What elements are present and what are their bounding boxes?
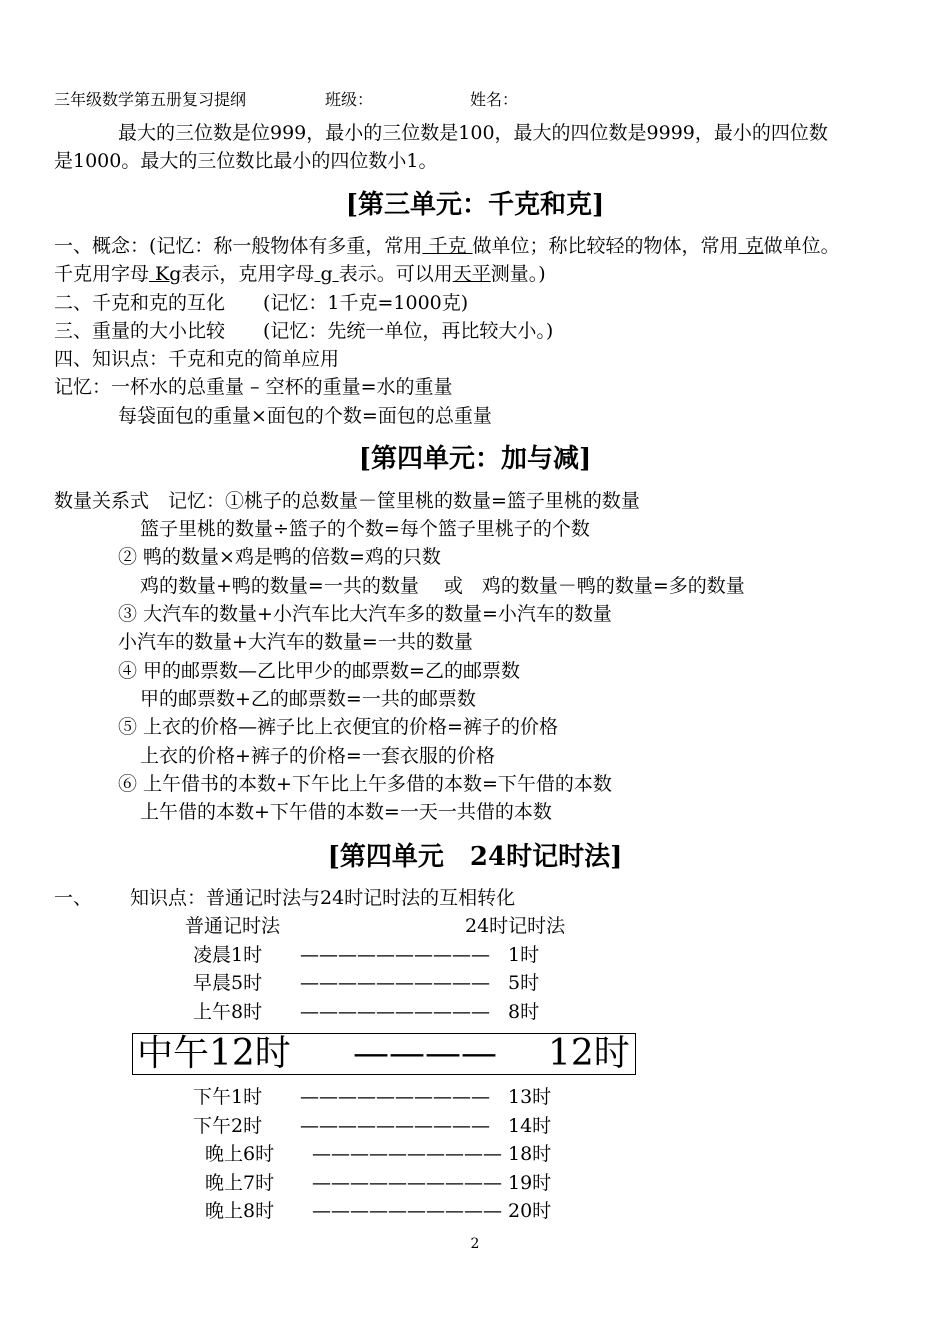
intro-line-1: 最大的三位数是位999，最小的三位数是100，最大的四位数是9999，最小的四位数 (118, 122, 828, 144)
relation-line: 数量关系式 记忆：①桃子的总数量－筐里桃的数量=篮子里桃的数量 (54, 490, 640, 512)
class-label: 班级： (325, 90, 374, 109)
unit3-item-2: 二、千克和克的互化 (记忆：1千克=1000克) (54, 292, 469, 314)
point-text: 知识点：普通记时法与24时记时法的互相转化 (130, 887, 516, 909)
page-number: 2 (470, 1236, 480, 1252)
relation-line: 上衣的价格+裤子的价格=一套衣服的价格 (140, 745, 495, 767)
relation-line: 篮子里桃的数量÷篮子的个数=每个篮子里桃子的个数 (140, 518, 590, 540)
relation-line: ③ 大汽车的数量+小汽车比大汽车多的数量=小汽车的数量 (118, 603, 612, 625)
relation-line: 甲的邮票数+乙的邮票数=一共的邮票数 (140, 688, 476, 710)
relation-line: ② 鸭的数量×鸡是鸭的倍数=鸡的只数 (118, 546, 441, 568)
g-answer: 克 (738, 235, 764, 257)
unit3-memory-1: 记忆：一杯水的总重量 – 空杯的重量=水的重量 (54, 376, 453, 398)
unit3-item-4: 四、知识点：千克和克的简单应用 (54, 348, 340, 370)
unit3-item-3: 三、重量的大小比较 (记忆：先统一单位，再比较大小。) (54, 320, 554, 342)
kg-answer: 千克 (422, 235, 473, 257)
doc-title: 三年级数学第五册复习提纲 (54, 90, 247, 109)
unit24-title: [第四单元 24时记时法] (327, 842, 623, 872)
point-number: 一、 (54, 887, 93, 909)
relation-line: ⑥ 上午借书的本数+下午比上午多借的本数=下午借的本数 (118, 773, 612, 795)
relation-line: 上午借的本数+下午借的本数=一天一共借的本数 (140, 801, 552, 823)
col-header-24h: 24时记时法 (465, 915, 566, 937)
noon-highlight-box: 中午12时 ———— 12时 (132, 1033, 636, 1075)
intro-line-2: 是1000。最大的三位数比最小的四位数小1。 (54, 150, 438, 172)
unit3-title: [第三单元：千克和克] (345, 190, 605, 220)
relation-line: 小汽车的数量+大汽车的数量=一共的数量 (118, 631, 473, 653)
unit3-memory-2: 每袋面包的重量×面包的个数=面包的总重量 (118, 405, 492, 427)
relation-line: ④ 甲的邮票数—乙比甲少的邮票数=乙的邮票数 (118, 660, 520, 682)
g-symbol-answer: g (314, 263, 339, 285)
unit4-title: [第四单元：加与减] (358, 444, 592, 474)
unit3-concept-line-1: 一、概念：(记忆：称一般物体有多重，常用 千克 做单位；称比较轻的物体，常用 克做单位。 (54, 235, 840, 257)
kg-symbol-answer: Kg (149, 263, 182, 285)
relation-line: 鸡的数量+鸭的数量=一共的数量 或 鸡的数量－鸭的数量=多的数量 (140, 575, 745, 597)
name-label: 姓名： (470, 90, 519, 109)
unit3-concept-line-2: 千克用字母 Kg表示，克用字母 g 表示。可以用天平测量。) (54, 263, 546, 285)
scale-answer: 天平 (452, 263, 491, 285)
relation-line: ⑤ 上衣的价格—裤子比上衣便宜的价格=裤子的价格 (118, 716, 558, 738)
col-header-normal: 普通记时法 (185, 915, 281, 937)
